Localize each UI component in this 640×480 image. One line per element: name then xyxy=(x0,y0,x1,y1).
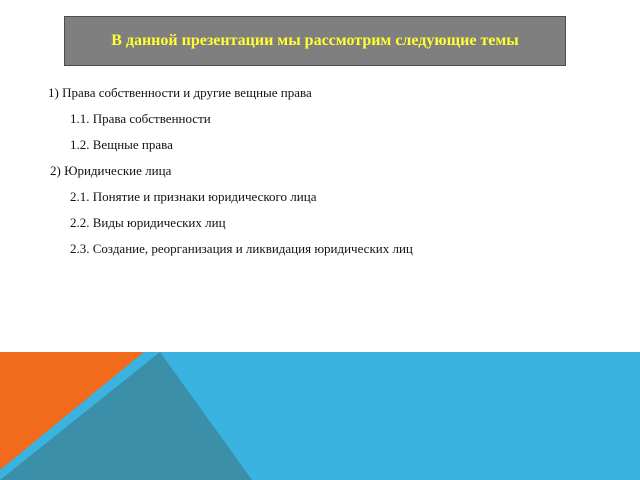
topic-2-2: 2.2. Виды юридических лиц xyxy=(70,215,226,230)
topic-2: 2) Юридические лица xyxy=(50,163,172,178)
topic-1: 1) Права собственности и другие вещные права xyxy=(48,85,312,100)
decorative-footer-shapes xyxy=(0,352,640,480)
topic-1-1: 1.1. Права собственности xyxy=(70,111,211,126)
topic-2-1: 2.1. Понятие и признаки юридического лица xyxy=(70,189,317,204)
topic-2-3: 2.3. Создание, реорганизация и ликвидация юридических лиц xyxy=(70,241,413,256)
slide-title: В данной презентации мы рассмотрим следующие темы xyxy=(111,32,519,49)
topic-1-2: 1.2. Вещные права xyxy=(70,137,173,152)
